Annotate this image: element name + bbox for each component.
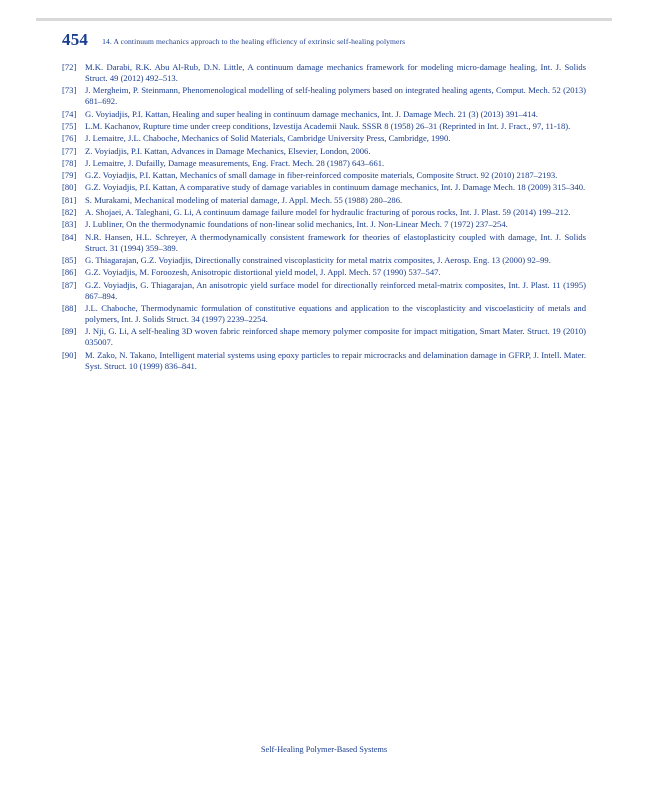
reference-text: G.Z. Voyiadjis, G. Thiagarajan, An anisotropic yield surface model for directionally reinforced metal-matrix composites, Int. J. Plast. 11 (1995) 867–894. (85, 279, 586, 301)
reference-text: J. Lemaitre, J. Dufailly, Damage measurements, Eng. Fract. Mech. 28 (1987) 643–661. (85, 157, 385, 168)
reference-text: G. Voyiadjis, P.I. Kattan, Healing and super healing in continuum damage mechanics, Int. J. Damage Mech. 21 (3) (2013) 391–414. (85, 108, 538, 119)
reference-entry (62, 219, 586, 230)
reference-entry (62, 280, 586, 302)
reference-number: [79] (62, 170, 77, 181)
reference-entry (62, 182, 586, 193)
reference-number: [72] (62, 62, 77, 72)
reference-number: [75] (62, 121, 77, 132)
reference-entry (62, 109, 586, 120)
reference-list (62, 62, 586, 373)
reference-entry (62, 232, 586, 254)
reference-entry (62, 303, 586, 325)
page-footer: Self-Healing Polymer-Based Systems (260, 745, 388, 754)
reference-entry (62, 267, 586, 278)
running-head: 14. A continuum mechanics approach to the healing efficiency of extrinsic self-healing polymers (102, 37, 406, 46)
reference-text: J. Lubliner, On the thermodynamic foundations of non-linear solid mechanics, Int. J. Non-Linear Mech. 7 (1972) 237–254. (85, 219, 508, 230)
reference-text: L.M. Kachanov, Rupture time under creep conditions, Izvestija Academii Nauk. SSSR 8 (1958) 26–31 (Reprinted in Int. J. Fract., 97, 11-18). (85, 121, 571, 132)
reference-text: G.Z. Voyiadjis, M. Foroozesh, Anisotropic distortional yield model, J. Appl. Mech. 57 (1990) 537–547. (85, 267, 441, 278)
reference-text: G.Z. Voyiadjis, P.I. Kattan, A comparative study of damage variables in continuum damage mechanics, Int. J. Damage Mech. 18 (2009) 315–340. (85, 182, 586, 193)
reference-text: J. Lemaitre, J.L. Chaboche, Mechanics of Solid Materials, Cambridge University Press, Cambridge, 1990. (85, 133, 451, 144)
reference-entry (62, 350, 586, 372)
reference-entry (62, 146, 586, 157)
reference-text: G. Thiagarajan, G.Z. Voyiadjis, Directionally constrained viscoplasticity for metal matrix composites, J. Aerosp. Eng. 13 (2000) 92–99. (85, 254, 551, 265)
reference-text: J. Mergheim, P. Steinmann, Phenomenological modelling of self-healing polymers based on integrated healing agents, Comput. Mech. 52 (2013) 681–692. (85, 85, 586, 107)
page-header (62, 30, 582, 50)
reference-entry (62, 62, 586, 84)
reference-entry (62, 326, 586, 348)
reference-text: S. Murakami, Mechanical modeling of material damage, J. Appl. Mech. 55 (1988) 280–286. (85, 194, 403, 205)
reference-entry (62, 158, 586, 169)
reference-text: M.K. Darabi, R.K. Abu Al-Rub, D.N. Little, A continuum damage mechanics framework for modeling micro-damage healing, Int. J. Solids Struct. 49 (2012) 492–513. (85, 62, 586, 84)
reference-number: [89] (62, 326, 77, 337)
reference-number: [74] (62, 108, 77, 119)
reference-number: [85] (62, 254, 77, 265)
reference-number: [86] (62, 267, 77, 278)
reference-number: [87] (62, 279, 77, 290)
reference-text: N.R. Hansen, H.L. Schreyer, A thermodynamically consistent framework for theories of elastoplasticity coupled with damage, Int. J. Solids Struct. 31 (1994) 359–389. (85, 231, 586, 253)
reference-entry (62, 255, 586, 266)
reference-number: [90] (62, 349, 77, 360)
reference-text: J.L. Chaboche, Thermodynamic formulation of constitutive equations and application to the viscoplasticity and viscoelasticity of metals and polymers, Int. J. Solids Struct. 34 (1997) 2239–2254. (85, 302, 586, 324)
reference-number: [82] (62, 207, 77, 217)
page-number: 454 (62, 30, 89, 49)
reference-entry (62, 85, 586, 107)
reference-entry (62, 121, 586, 132)
reference-text: M. Zako, N. Takano, Intelligent material systems using epoxy particles to repair microcracks and delamination damage in GFRP, J. Intell. Mater. Syst. Struct. 10 (1999) 836–841. (85, 349, 586, 371)
reference-entry (62, 207, 586, 218)
reference-number: [78] (62, 157, 77, 168)
reference-number: [77] (62, 145, 77, 156)
reference-text: Z. Voyiadjis, P.I. Kattan, Advances in Damage Mechanics, Elsevier, London, 2006. (85, 145, 371, 156)
reference-number: [81] (62, 194, 77, 205)
reference-text: J. Nji, G. Li, A self-healing 3D woven fabric reinforced shape memory polymer composite for impact mitigation, Smart Mater. Struct. 19 (2010) 035007. (85, 326, 586, 348)
reference-entry (62, 195, 586, 206)
reference-number: [88] (62, 302, 77, 313)
reference-number: [84] (62, 231, 77, 242)
reference-number: [83] (62, 219, 77, 230)
reference-number: [76] (62, 133, 77, 144)
reference-number: [73] (62, 85, 77, 96)
reference-entry (62, 133, 586, 144)
reference-text: A. Shojaei, A. Taleghani, G. Li, A continuum damage failure model for hydraulic fracturing of porous rocks, Int. J. Plast. 59 (2014) 199–212. (85, 207, 571, 217)
reference-number: [80] (62, 182, 77, 193)
reference-text: G.Z. Voyiadjis, P.I. Kattan, Mechanics of small damage in fiber-reinforced composite materials, Composite Struct. 92 (2010) 2187–2193. (85, 170, 558, 181)
header-divider (36, 18, 612, 21)
reference-entry (62, 170, 586, 181)
